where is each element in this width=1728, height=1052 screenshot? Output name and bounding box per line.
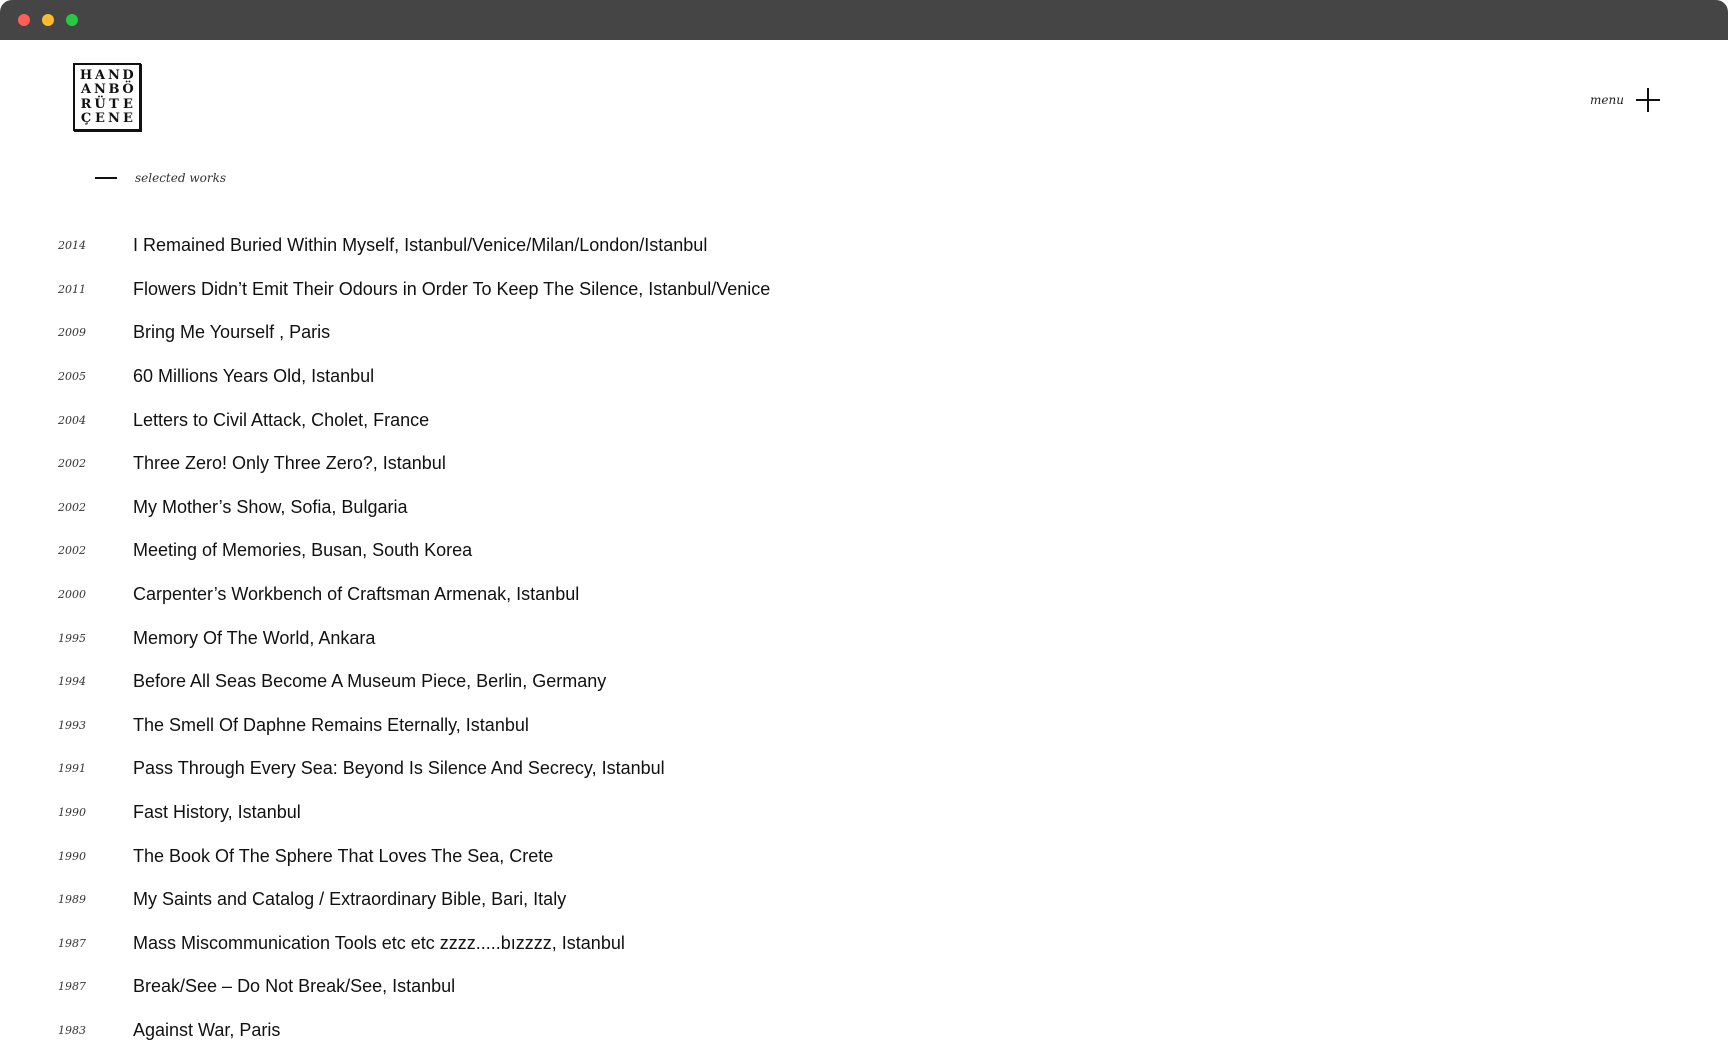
work-item[interactable]: [58, 442, 770, 486]
work-title-link[interactable]: I Remained Buried Within Myself, Istanbul/Venice/Milan/London/Istanbul: [133, 235, 708, 256]
work-year: 2011: [58, 282, 86, 296]
work-title-link[interactable]: Before All Seas Become A Museum Piece, Berlin, Germany: [133, 671, 607, 692]
work-item[interactable]: [58, 834, 770, 878]
work-title-link[interactable]: Three Zero! Only Three Zero?, Istanbul: [133, 453, 446, 474]
logo-letter: N: [108, 67, 120, 83]
zoom-window-button[interactable]: [66, 14, 78, 26]
work-year: 2009: [58, 326, 86, 340]
work-year: 1989: [58, 893, 86, 907]
dash-divider: [95, 177, 117, 179]
work-item[interactable]: [58, 486, 770, 530]
work-item[interactable]: [58, 747, 770, 791]
work-item[interactable]: [58, 704, 770, 748]
logo-letter: A: [80, 82, 92, 98]
work-year: 1991: [58, 762, 86, 776]
logo-letter: Ö: [122, 82, 134, 98]
work-title-link[interactable]: The Smell Of Daphne Remains Eternally, Istanbul: [133, 714, 529, 735]
work-title-link[interactable]: Meeting of Memories, Busan, South Korea: [133, 540, 473, 561]
logo-letter: Ü: [94, 96, 106, 112]
work-item[interactable]: [58, 922, 770, 966]
work-item[interactable]: [58, 791, 770, 835]
work-item[interactable]: [58, 616, 770, 660]
work-item[interactable]: [58, 398, 770, 442]
work-item[interactable]: [58, 268, 770, 312]
work-title-link[interactable]: Memory Of The World, Ankara: [133, 627, 376, 648]
menu-label: menu: [1590, 93, 1624, 107]
work-title-link[interactable]: Mass Miscommunication Tools etc etc zzzz.....bızzzz, Istanbul: [133, 932, 625, 953]
logo-letter: E: [123, 96, 133, 112]
logo-letter: A: [94, 67, 106, 83]
work-year: 2014: [58, 239, 86, 253]
work-item[interactable]: [58, 660, 770, 704]
work-item[interactable]: [58, 311, 770, 355]
work-year: 2002: [58, 500, 86, 514]
logo-letter: R: [80, 96, 92, 112]
menu-toggle[interactable]: [1590, 88, 1660, 112]
section-heading: [95, 171, 226, 185]
logo-letter: E: [95, 111, 105, 127]
close-window-button[interactable]: [18, 14, 30, 26]
work-year: 1983: [58, 1023, 86, 1037]
work-title-link[interactable]: Fast History, Istanbul: [133, 802, 301, 823]
plus-icon[interactable]: [1636, 88, 1660, 112]
work-item[interactable]: [58, 573, 770, 617]
work-title-link[interactable]: Pass Through Every Sea: Beyond Is Silence And Secrecy, Istanbul: [133, 758, 665, 779]
work-year: 2004: [58, 413, 86, 427]
work-year: 1994: [58, 675, 86, 689]
work-title-link[interactable]: Break/See – Do Not Break/See, Istanbul: [133, 976, 456, 997]
work-title-link[interactable]: Flowers Didn’t Emit Their Odours in Order To Keep The Silence, Istanbul/Venice: [133, 278, 771, 299]
works-list: [58, 224, 770, 1052]
work-item[interactable]: [58, 878, 770, 922]
work-title-link[interactable]: Letters to Civil Attack, Cholet, France: [133, 409, 430, 430]
logo-letter: T: [109, 96, 119, 112]
logo-letter: Ç: [80, 111, 92, 127]
work-year: 2002: [58, 457, 86, 471]
work-item[interactable]: [58, 355, 770, 399]
logo-letter: D: [122, 67, 134, 83]
work-year: 1987: [58, 980, 86, 994]
work-title-link[interactable]: Bring Me Yourself , Paris: [133, 322, 331, 343]
work-title-link[interactable]: My Saints and Catalog / Extraordinary Bible, Bari, Italy: [133, 889, 567, 910]
work-item[interactable]: [58, 1009, 770, 1052]
logo-letter: N: [108, 111, 120, 127]
work-year: 2002: [58, 544, 86, 558]
work-year: 2005: [58, 370, 86, 384]
logo-letter: N: [94, 82, 106, 98]
work-year: 1990: [58, 806, 86, 820]
work-year: 1990: [58, 849, 86, 863]
logo-letter: E: [123, 111, 133, 127]
minimize-window-button[interactable]: [42, 14, 54, 26]
work-title-link[interactable]: The Book Of The Sphere That Loves The Sea, Crete: [133, 845, 554, 866]
section-label: selected works: [135, 171, 227, 185]
work-year: 1987: [58, 936, 86, 950]
work-item[interactable]: [58, 224, 770, 268]
work-year: 1993: [58, 718, 86, 732]
work-item[interactable]: [58, 965, 770, 1009]
work-title-link[interactable]: My Mother’s Show, Sofia, Bulgaria: [133, 496, 408, 517]
logo-letter: H: [79, 67, 93, 83]
work-title-link[interactable]: Against War, Paris: [133, 1019, 281, 1040]
logo-letter: B: [108, 82, 120, 98]
work-year: 2000: [58, 588, 86, 602]
work-title-link[interactable]: Carpenter’s Workbench of Craftsman Armenak, Istanbul: [133, 584, 580, 605]
work-title-link[interactable]: 60 Millions Years Old, Istanbul: [133, 366, 375, 387]
window-titlebar: [0, 0, 1728, 40]
work-item[interactable]: [58, 529, 770, 573]
work-year: 1995: [58, 631, 86, 645]
site-logo[interactable]: [73, 63, 141, 131]
